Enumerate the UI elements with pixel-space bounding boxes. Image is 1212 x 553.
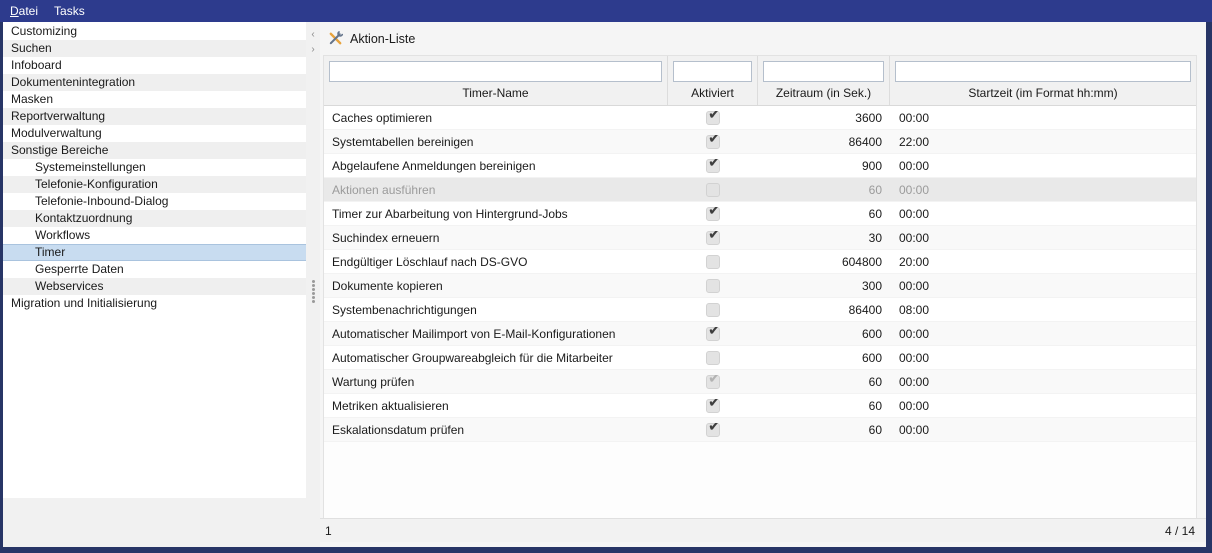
column-header[interactable] bbox=[324, 56, 668, 105]
sidebar-item-label: Modulverwaltung bbox=[11, 126, 102, 140]
cell-zeitraum: 60 bbox=[868, 398, 882, 413]
sidebar-item-label: Systemeinstellungen bbox=[35, 160, 146, 174]
cell-timer-name: Caches optimieren bbox=[332, 110, 433, 125]
wrench-screwdriver-icon bbox=[328, 31, 343, 46]
table-row[interactable] bbox=[324, 178, 1196, 202]
window-body bbox=[0, 22, 1212, 553]
table-row[interactable] bbox=[324, 394, 1196, 418]
column-header[interactable] bbox=[890, 56, 1196, 105]
aktiviert-checkbox[interactable] bbox=[706, 375, 720, 389]
aktiviert-checkbox[interactable] bbox=[706, 111, 720, 125]
sidebar-item-label: Infoboard bbox=[11, 58, 62, 72]
cell-zeitraum: 86400 bbox=[848, 134, 882, 149]
cell-timer-name: Suchindex erneuern bbox=[332, 230, 440, 245]
cell-startzeit: 00:00 bbox=[899, 158, 930, 173]
aktiviert-checkbox[interactable] bbox=[706, 423, 720, 437]
cell-zeitraum: 60 bbox=[868, 206, 882, 221]
cell-startzeit: 00:00 bbox=[899, 350, 930, 365]
aktiviert-checkbox[interactable] bbox=[706, 279, 720, 293]
cell-zeitraum: 600 bbox=[861, 350, 882, 365]
cell-startzeit: 00:00 bbox=[899, 182, 930, 197]
sidebar-item-workflows[interactable] bbox=[3, 227, 306, 244]
table-row[interactable] bbox=[324, 298, 1196, 322]
cell-startzeit: 00:00 bbox=[899, 398, 930, 413]
sidebar-item-label: Customizing bbox=[11, 24, 78, 38]
statusbar-selected-count: 1 bbox=[325, 523, 332, 538]
cell-aktiviert bbox=[668, 183, 758, 197]
column-filter-input[interactable] bbox=[895, 61, 1191, 82]
aktiviert-checkbox[interactable] bbox=[706, 399, 720, 413]
sidebar-item-dokumentenintegration[interactable] bbox=[3, 74, 306, 91]
menu-item[interactable]: Tasks bbox=[54, 4, 85, 18]
page-header bbox=[320, 22, 1206, 55]
cell-timer-name: Aktionen ausführen bbox=[332, 182, 436, 197]
sidebar-item-modulverwaltung[interactable] bbox=[3, 125, 306, 142]
column-filter-input[interactable] bbox=[763, 61, 884, 82]
sidebar-splitter[interactable] bbox=[306, 22, 320, 547]
cell-startzeit: 00:00 bbox=[899, 326, 930, 341]
cell-startzeit: 00:00 bbox=[899, 110, 930, 125]
sidebar-item-label: Telefonie-Inbound-Dialog bbox=[35, 194, 169, 208]
table-row[interactable] bbox=[324, 130, 1196, 154]
page-title: Aktion-Liste bbox=[350, 31, 416, 46]
sidebar-item-label: Kontaktzuordnung bbox=[35, 211, 133, 225]
table-body bbox=[324, 106, 1196, 442]
cell-timer-name: Dokumente kopieren bbox=[332, 278, 443, 293]
column-header-label: Startzeit (im Format hh:mm) bbox=[968, 86, 1118, 100]
sidebar-item-label: Workflows bbox=[35, 228, 91, 242]
cell-zeitraum: 900 bbox=[861, 158, 882, 173]
cell-timer-name: Eskalationsdatum prüfen bbox=[332, 422, 465, 437]
menu-item[interactable]: Datei bbox=[10, 4, 39, 18]
cell-timer-name: Automatischer Groupwareabgleich für die Mitarbeiter bbox=[332, 350, 613, 365]
cell-aktiviert bbox=[668, 135, 758, 149]
table-row[interactable] bbox=[324, 418, 1196, 442]
cell-aktiviert bbox=[668, 303, 758, 317]
splitter-chevrons bbox=[306, 27, 320, 57]
cell-aktiviert bbox=[668, 231, 758, 245]
cell-zeitraum: 300 bbox=[861, 278, 882, 293]
column-header[interactable] bbox=[758, 56, 890, 105]
statusbar bbox=[320, 518, 1206, 542]
sidebar-item-customizing[interactable] bbox=[3, 23, 306, 40]
cell-startzeit: 00:00 bbox=[899, 278, 930, 293]
timer-table bbox=[323, 55, 1197, 518]
cell-zeitraum: 60 bbox=[868, 374, 882, 389]
cell-timer-name: Endgültiger Löschlauf nach DS-GVO bbox=[332, 254, 528, 269]
cell-zeitraum: 604800 bbox=[841, 254, 882, 269]
cell-startzeit: 08:00 bbox=[899, 302, 930, 317]
cell-startzeit: 22:00 bbox=[899, 134, 930, 149]
cell-timer-name: Metriken aktualisieren bbox=[332, 398, 449, 413]
table-row[interactable] bbox=[324, 154, 1196, 178]
sidebar-item-label: Reportverwaltung bbox=[11, 109, 106, 123]
aktiviert-checkbox[interactable] bbox=[706, 303, 720, 317]
table-row[interactable] bbox=[324, 322, 1196, 346]
sidebar-item-label: Dokumentenintegration bbox=[11, 75, 136, 89]
column-filter-input[interactable] bbox=[673, 61, 752, 82]
aktiviert-checkbox[interactable] bbox=[706, 231, 720, 245]
main-panel bbox=[320, 22, 1206, 547]
column-header-label: Aktiviert bbox=[691, 86, 734, 100]
cell-timer-name: Wartung prüfen bbox=[332, 374, 415, 389]
cell-startzeit: 00:00 bbox=[899, 374, 930, 389]
cell-timer-name: Systembenachrichtigungen bbox=[332, 302, 477, 317]
table-row[interactable] bbox=[324, 346, 1196, 370]
table-header bbox=[324, 56, 1196, 106]
sidebar-item-sonstige-bereiche[interactable] bbox=[3, 142, 306, 159]
column-header-label: Zeitraum (in Sek.) bbox=[775, 86, 872, 100]
cell-zeitraum: 60 bbox=[868, 182, 882, 197]
sidebar-list bbox=[3, 22, 306, 498]
sidebar-item-label: Sonstige Bereiche bbox=[11, 143, 109, 157]
table-row[interactable] bbox=[324, 370, 1196, 394]
cell-aktiviert bbox=[668, 423, 758, 437]
cell-zeitraum: 86400 bbox=[848, 302, 882, 317]
cell-aktiviert bbox=[668, 399, 758, 413]
sidebar-item-label: Migration und Initialisierung bbox=[11, 296, 158, 310]
sidebar-item-label: Telefonie-Konfiguration bbox=[35, 177, 158, 191]
aktiviert-checkbox[interactable] bbox=[706, 207, 720, 221]
table-row[interactable] bbox=[324, 202, 1196, 226]
table-row[interactable] bbox=[324, 250, 1196, 274]
table-row[interactable] bbox=[324, 226, 1196, 250]
sidebar-item-reportverwaltung[interactable] bbox=[3, 108, 306, 125]
sidebar-item-telefonie-inbound-dialog[interactable] bbox=[3, 193, 306, 210]
aktiviert-checkbox[interactable] bbox=[706, 351, 720, 365]
cell-zeitraum: 60 bbox=[868, 422, 882, 437]
cell-timer-name: Systemtabellen bereinigen bbox=[332, 134, 474, 149]
cell-startzeit: 00:00 bbox=[899, 206, 930, 221]
column-filter-input[interactable] bbox=[329, 61, 662, 82]
sidebar bbox=[3, 22, 306, 547]
cell-aktiviert bbox=[668, 111, 758, 125]
collapse-sidebar-icon[interactable]: ‹ bbox=[311, 29, 315, 40]
cell-zeitraum: 3600 bbox=[855, 110, 882, 125]
cell-timer-name: Timer zur Abarbeitung von Hintergrund-Jobs bbox=[332, 206, 568, 221]
cell-aktiviert bbox=[668, 375, 758, 389]
splitter-grip-icon[interactable] bbox=[312, 280, 315, 283]
sidebar-item-systemeinstellungen[interactable] bbox=[3, 159, 306, 176]
expand-sidebar-icon[interactable]: › bbox=[311, 44, 315, 55]
sidebar-item-label: Masken bbox=[11, 92, 54, 106]
sidebar-item-label: Gesperrte Daten bbox=[35, 262, 124, 276]
table-row[interactable] bbox=[324, 274, 1196, 298]
cell-aktiviert bbox=[668, 207, 758, 221]
aktiviert-checkbox[interactable] bbox=[706, 159, 720, 173]
sidebar-item-label: Timer bbox=[35, 245, 66, 259]
sidebar-item-kontaktzuordnung[interactable] bbox=[3, 210, 306, 227]
sidebar-item-timer[interactable] bbox=[3, 244, 306, 261]
sidebar-item-label: Suchen bbox=[11, 41, 52, 55]
statusbar-row-count: 4 / 14 bbox=[1164, 523, 1195, 538]
sidebar-item-migration-und-initialisierung[interactable] bbox=[3, 295, 306, 312]
aktiviert-checkbox[interactable] bbox=[706, 183, 720, 197]
sidebar-item-suchen[interactable] bbox=[3, 40, 306, 57]
cell-aktiviert bbox=[668, 159, 758, 173]
sidebar-item-webservices[interactable] bbox=[3, 278, 306, 295]
cell-aktiviert bbox=[668, 351, 758, 365]
cell-timer-name: Automatischer Mailimport von E-Mail-Konfigurationen bbox=[332, 326, 616, 341]
column-header-label: Timer-Name bbox=[462, 86, 529, 100]
sidebar-item-masken[interactable] bbox=[3, 91, 306, 108]
cell-aktiviert bbox=[668, 327, 758, 341]
aktiviert-checkbox[interactable] bbox=[706, 327, 720, 341]
cell-zeitraum: 600 bbox=[861, 326, 882, 341]
cell-startzeit: 00:00 bbox=[899, 422, 930, 437]
sidebar-item-telefonie-konfiguration[interactable] bbox=[3, 176, 306, 193]
menubar bbox=[0, 0, 1212, 22]
cell-aktiviert bbox=[668, 279, 758, 293]
column-header[interactable] bbox=[668, 56, 758, 105]
cell-timer-name: Abgelaufene Anmeldungen bereinigen bbox=[332, 158, 536, 173]
cell-startzeit: 20:00 bbox=[899, 254, 930, 269]
cell-startzeit: 00:00 bbox=[899, 230, 930, 245]
sidebar-item-gesperrte-daten[interactable] bbox=[3, 261, 306, 278]
sidebar-item-infoboard[interactable] bbox=[3, 57, 306, 74]
aktiviert-checkbox[interactable] bbox=[706, 255, 720, 269]
aktiviert-checkbox[interactable] bbox=[706, 135, 720, 149]
table-row[interactable] bbox=[324, 106, 1196, 130]
sidebar-item-label: Webservices bbox=[35, 279, 104, 293]
cell-zeitraum: 30 bbox=[868, 230, 882, 245]
cell-aktiviert bbox=[668, 255, 758, 269]
